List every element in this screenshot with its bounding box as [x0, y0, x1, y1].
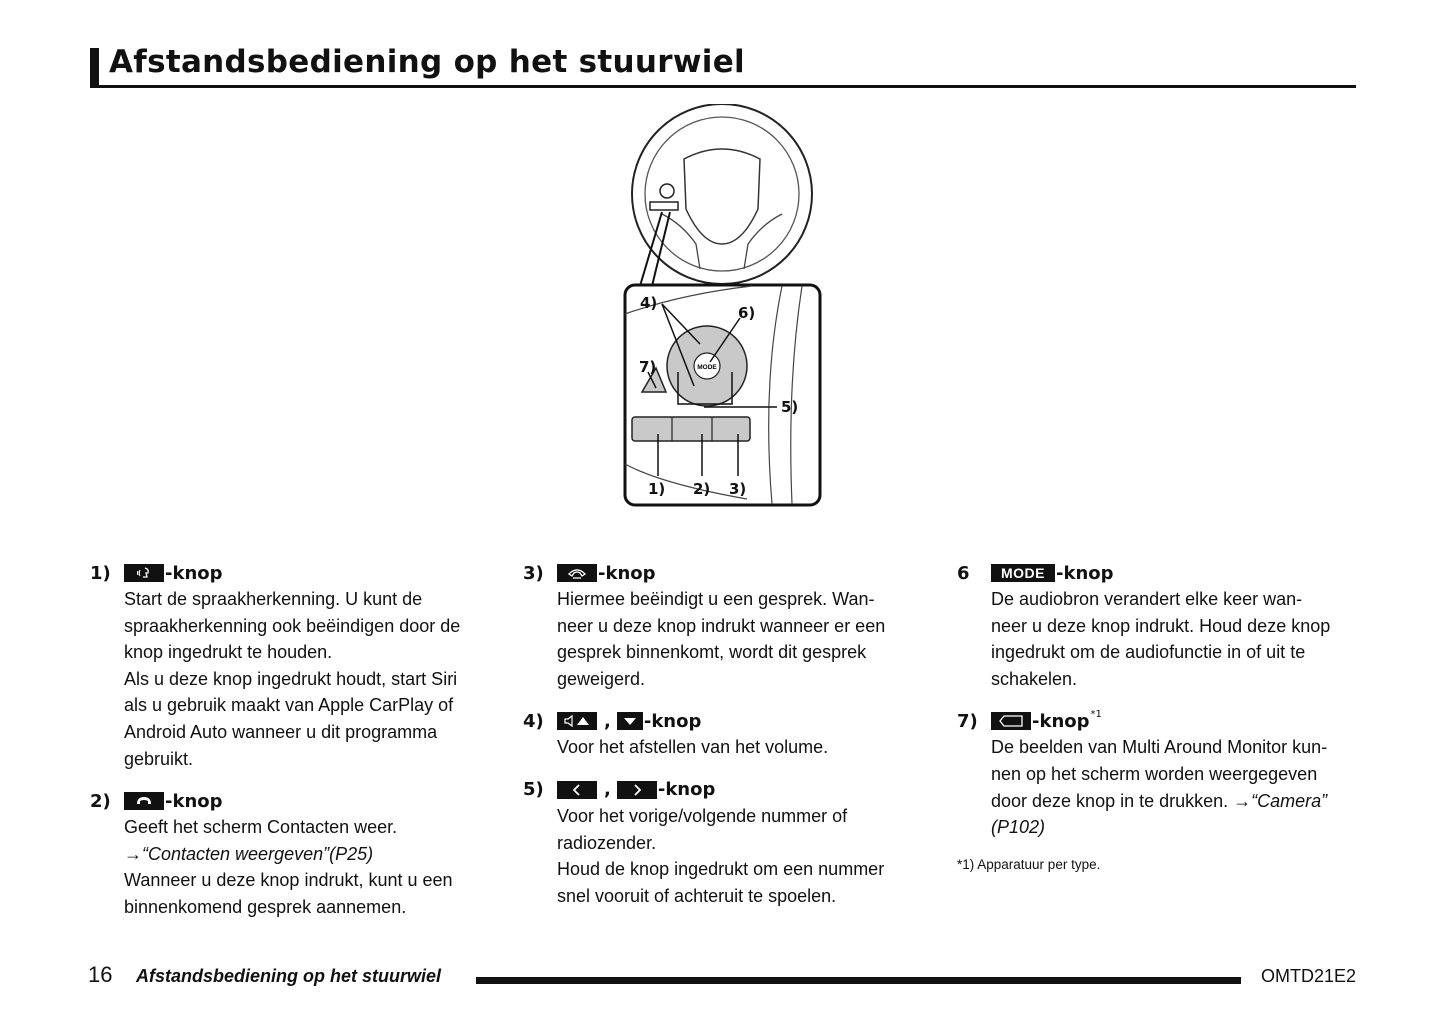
text-line: Houd de knop ingedrukt om een nummer [557, 859, 885, 880]
text-line: Wanneer u deze knop indrukt, kunt u een [124, 870, 453, 891]
text-line: snel vooruit of achteruit te spoelen. [557, 885, 837, 906]
column-middle [523, 560, 903, 925]
text-line: Hiermee beëindigt u een gesprek. Wan- [557, 589, 875, 609]
text-line: gebruikt. [124, 748, 194, 769]
item-number: 1) [90, 562, 111, 584]
text-line: nen op het scherm worden weergegeven [991, 763, 1318, 784]
item-suffix: -knop [165, 790, 223, 812]
phone-pickup-icon [124, 792, 164, 810]
text-line: spraakherkenning ook beëindigen door de [124, 615, 461, 636]
text-line: neer u deze knop indrukt. Houd deze knop [991, 615, 1331, 636]
text-line: Start de spraakherkenning. U kunt de [124, 589, 423, 609]
page-number: 16 [88, 962, 113, 987]
item-suffix: -knop [598, 562, 656, 584]
item-suffix: -knop [643, 710, 702, 732]
item-6 [957, 560, 1357, 692]
text-line: binnenkomend gesprek aannemen. [124, 896, 407, 917]
callout-1: 1) [648, 480, 666, 498]
text-line: ingedrukt om de audiofunctie in of uit te [991, 642, 1306, 663]
text-line: Voor het vorige/volgende nummer of [557, 805, 848, 826]
mode-key-label: MODE [991, 564, 1055, 582]
item-suffix: -knop [165, 562, 223, 584]
title-marker [90, 48, 99, 85]
steering-wheel-illustration [622, 104, 827, 509]
text-line: De audiobron verandert elke keer wan- [991, 589, 1303, 609]
callout-2: 2) [693, 480, 711, 498]
callout-6: 6) [738, 304, 756, 322]
item-1 [90, 560, 470, 772]
footnote-marker: *1 [1090, 709, 1102, 721]
svg-text:MODE: MODE [697, 364, 717, 371]
item-suffix: -knop [1032, 710, 1090, 732]
cross-reference: →“Camera” [1233, 790, 1328, 811]
chevron-right-icon [617, 781, 657, 799]
steering-wheel-diagram [622, 104, 827, 509]
volume-down-icon [617, 712, 643, 730]
item-number: 2) [90, 790, 111, 812]
text-line: Geeft het scherm Contacten weer. [124, 817, 398, 838]
text-line: schakelen. [991, 668, 1078, 689]
text-line: knop ingedrukt te houden. [124, 642, 333, 663]
separator: , [604, 710, 611, 732]
phone-hangup-icon [557, 564, 597, 582]
chevron-left-icon [557, 781, 597, 799]
item-4 [523, 708, 903, 761]
document-code: OMTD21E2 [1260, 966, 1356, 986]
footer-rule [476, 977, 1241, 984]
text-line: Als u deze knop ingedrukt houdt, start Siri [124, 668, 458, 689]
text-line [991, 788, 1357, 815]
volume-up-icon [557, 712, 597, 730]
column-right [957, 560, 1357, 872]
page-title: Afstandsbediening op het stuurwiel [109, 44, 745, 80]
text-line: Android Auto wanneer u dit programma [124, 721, 438, 742]
item-number: 3) [523, 562, 544, 584]
item-suffix: -knop [1056, 562, 1114, 584]
item-2 [90, 788, 470, 920]
text-line: De beelden van Multi Around Monitor kun- [991, 737, 1328, 758]
text-line: radiozender. [557, 832, 657, 853]
text-fragment: door deze knop in te drukken. [991, 790, 1229, 811]
voice-icon [124, 564, 164, 582]
item-3 [523, 560, 903, 692]
page-footer [88, 962, 1358, 992]
callout-4: 4) [640, 294, 658, 312]
item-5 [523, 777, 903, 909]
text-line: neer u deze knop indrukt wanneer er een [557, 615, 886, 636]
section-header [90, 44, 1356, 88]
item-suffix: -knop [657, 779, 716, 801]
callout-3: 3) [729, 480, 747, 498]
text-line: Voor het afstellen van het volume. [557, 737, 829, 758]
callout-5: 5) [781, 398, 799, 416]
item-number: 7) [957, 710, 978, 732]
text-line: gesprek binnenkomt, wordt dit gesprek [557, 642, 867, 663]
separator: , [604, 779, 611, 801]
footer-title: Afstandsbediening op het stuurwiel [136, 966, 442, 986]
footnote: *1) Apparatuur per type. [957, 856, 1101, 872]
cross-reference-page: (P102) [991, 817, 1046, 838]
cross-reference: →“Contacten weergeven”(P25) [124, 843, 374, 864]
item-number: 5) [523, 779, 544, 801]
text-line: als u gebruik maakt van Apple CarPlay of [124, 695, 454, 716]
item-7 [957, 708, 1357, 840]
item-number: 6 [957, 562, 970, 584]
item-number: 4) [523, 710, 544, 732]
column-left [90, 560, 470, 937]
camera-icon [991, 712, 1031, 730]
text-line: geweigerd. [557, 668, 646, 689]
callout-7: 7) [639, 358, 657, 376]
